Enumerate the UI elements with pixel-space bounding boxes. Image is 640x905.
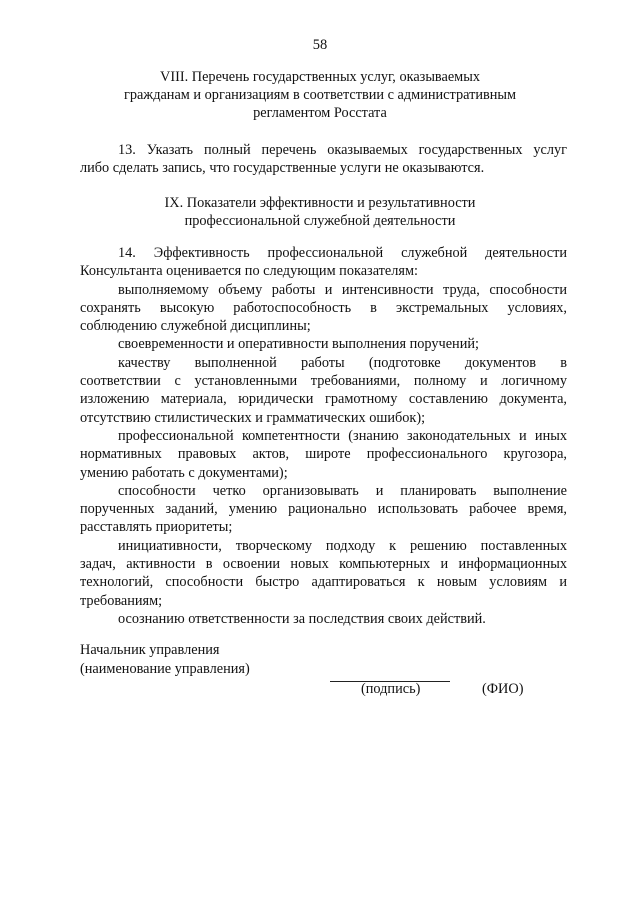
paragraph-line: способности четко организовывать и планировать выполнение: [118, 482, 567, 499]
signatory-block: [80, 641, 250, 679]
paragraph-line: порученных заданий, умению рационально использовать рабочее время,: [80, 501, 567, 518]
section-9-heading: [70, 194, 570, 230]
heading-line: VIII. Перечень государственных услуг, оказываемых: [160, 69, 480, 85]
signatory-title: Начальник управления: [80, 642, 220, 658]
paragraph-line: осознанию ответственности за последствия своих действий.: [118, 610, 486, 627]
item-14-paragraph: [80, 244, 567, 628]
item-13-paragraph: [80, 141, 567, 178]
paragraph-line: соответствии с установленными требованиями, полному и логичному: [80, 373, 567, 390]
paragraph-line: технологий, способности быстро адаптироваться к новым условиям и: [80, 574, 567, 591]
name-caption: (ФИО): [482, 681, 524, 697]
section-8-heading: [70, 68, 570, 122]
paragraph-line: своевременности и оперативности выполнения поручений;: [118, 336, 479, 353]
paragraph-line: качеству выполненной работы (подготовке документов в: [118, 354, 567, 371]
paragraph-line: расставлять приоритеты;: [80, 519, 233, 536]
heading-line: IX. Показатели эффективности и результативности: [164, 195, 476, 211]
paragraph-line: 14. Эффективность профессиональной служебной деятельности: [118, 245, 567, 261]
page-number: 58: [312, 37, 328, 53]
paragraph-line: профессиональной компетентности (знанию законодательных и иных: [118, 427, 567, 444]
paragraph-line: отсутствию стилистических и грамматических ошибок);: [80, 409, 426, 426]
paragraph-line: либо сделать запись, что государственные услуги не оказываются.: [80, 160, 485, 177]
paragraph-line: инициативности, творческому подходу к решению поставленных: [118, 537, 567, 554]
paragraph-line: задач, активности в освоении новых компьютерных и информационных: [80, 556, 567, 573]
paragraph-line: сохранять высокую работоспособность в экстремальных условиях,: [80, 299, 567, 316]
signatory-department: (наименование управления): [80, 661, 250, 677]
paragraph-line: выполняемому объему работы и интенсивности труда, способности: [118, 281, 567, 298]
heading-line: профессиональной служебной деятельности: [184, 213, 456, 229]
paragraph-line: 13. Указать полный перечень оказываемых государственных услуг: [118, 142, 567, 158]
paragraph-line: умению работать с документами);: [80, 464, 288, 481]
paragraph-line: нормативных правовых актов, широте профессионального кругозора,: [80, 446, 567, 463]
signature-caption: (подпись): [361, 681, 421, 697]
paragraph-line: Консультанта оценивается по следующим показателям:: [80, 263, 419, 280]
paragraph-line: соблюдению служебной дисциплины;: [80, 318, 311, 335]
heading-line: гражданам и организациям в соответствии с административным: [123, 87, 517, 103]
paragraph-line: требованиям;: [80, 592, 163, 609]
heading-line: регламентом Росстата: [253, 105, 387, 121]
paragraph-line: изложению материала, юридически грамотному составлению документа,: [80, 391, 567, 408]
